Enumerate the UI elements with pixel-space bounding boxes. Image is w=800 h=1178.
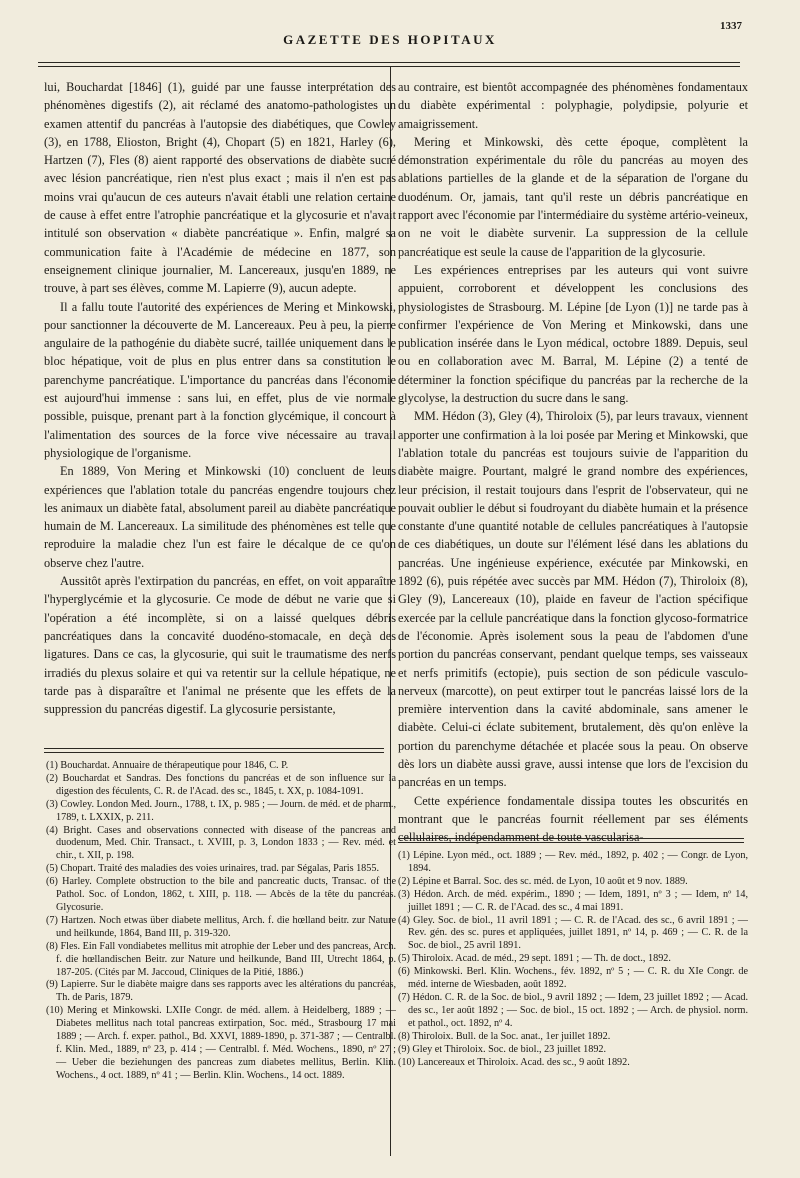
- body-paragraph: au contraire, est bientôt accompagnée des phénomènes fondamentaux du diabète expérimental : polyphagie, polydipsie, polyurie et amaigrissement.: [398, 80, 748, 131]
- footnote: (3) Hédon. Arch. de méd. expérim., 1890 ; — Idem, 1891, nº 3 ; — Idem, nº 14, juillet 1891 ; — C. R. de l'Acad. des sc., 4 mai 1891.: [398, 888, 748, 913]
- page-header: [40, 18, 740, 58]
- body-paragraph: MM. Hédon (3), Gley (4), Thiroloix (5), par leurs travaux, viennent apporter une confirmation à la loi posée par Mering et Minkowski, que l'ablation totale du pancréas est toujours suivie de l'apparition du diabète maigre. Pourtant, malgré le grand nombre des expériences, leur précision, il restait toujours dans l'esprit de l'observateur, qui ne pouvait oublier le début si foudroyant du diabète humain et la présence constante d'une quantité notable de cellules pancréatiques à l'autopsie de ces diabétiques, un doute sur l'élément lésé dans les ablations du pancréas. Une ingénieuse expérience, exécutée par Minkowski, en 1892 (6), puis répétée avec succès par MM. Hédon (7), Thiroloix (8), Gley (9), Lancereaux (10), plaide en faveur de l'action spécifique exercée par la cellule pancréatique dans la fonction glycoso-formatrice de l'économie. Après isolement sous la peau de l'abdomen d'une portion du pancréas conservant, pendant quelque temps, ses vaisseaux et nerfs primitifs (ectopie), puis section de son pédicule vasculo-nerveux (marcotte), on peut extirper tout le pancréas laissé lors de la première intervention dans la cavité abdominale, sans amener le diabète. Celui-ci éclate subitement, brutalement, dès qu'on enlève la portion du parenchyme détachée et placée sous la peau. On observe dès lors un diabète aussi grave, aussi intense que lors de l'excision du pancréas en un temps.: [398, 409, 748, 790]
- body-paragraph: En 1889, Von Mering et Minkowski (10) concluent de leurs expériences que l'ablation totale du pancréas engendre toujours chez les animaux un diabète fatal, absolument pareil au diabète pancréatique humain de M. Lancereaux. La similitude des phénomènes est telle que reproduire la maladie chez l'un est faire le décalque de ce qu'on observe chez l'autre.: [44, 464, 396, 570]
- body-paragraph: Cette expérience fondamentale dissipa toutes les obscurités en montrant que le pancréas fournit réellement par ses éléments cellulaires, indépendamment de toute vascularisa-: [398, 793, 748, 845]
- body-paragraph: Mering et Minkowski, dès cette époque, complètent la démonstration expérimentale du rôle du pancréas au moyen des ablations partielles de la glande et de la séparation de l'organe du duodénum. Or, jamais, tant qu'il reste un débris pancréatique en rapport avec l'économie par l'intermédiaire du système artério-veineux, on ne voit le diabète survenir. La suppression de la cellule pancréatique est seule la cause de l'apparition de la glycosurie.: [398, 134, 748, 259]
- footnote: (8) Fles. Ein Fall vondiabetes mellitus mit atrophie der Leber und des pancreas, Arch. f. die hœllandischen Beitr. zur Nature und heilkunde, Band III, Utrecht 1864, p. 187-205. (Cités par M. Jaccoud, Cliniques de la Pitié, 1886.): [46, 940, 396, 978]
- footnote-separator-thin: [44, 752, 384, 753]
- right-column: [398, 78, 748, 846]
- footnote: (5) Chopart. Traité des maladies des voies urinaires, trad. par Ségalas, Paris 1855.: [46, 863, 380, 875]
- body-paragraph: Il a fallu toute l'autorité des expériences de Mering et Minkowski, pour sanctionner la découverte de M. Lancereaux. Peu à peu, la pierre angulaire de la pathogénie du diabète sucré, taillée uniquement dans le bloc hépatique, voit de plus en plus entrer dans sa constitution le parenchyme pancréatique. L'importance du pancréas dans l'économie est aujourd'hui immense : sans lui, en effet, plus de vie normale possible, puisque, prenant part à la fonction glycémique, il concourt à l'alimentation des sources de la force vive nécessaire au travail physiologique de l'organisme.: [44, 299, 396, 460]
- body-paragraph: lui, Bouchardat [1846] (1), guidé par une fausse interprétation des phénomènes digestifs (2), ait réclamé des anatomo-pathologistes un examen attentif du pancréas à l'autopsie des diabétiques, que Cowley (3), en 1788, Elioston, Bright (4), Chopart (5) en 1821, Harley (6), Hartzen (7), Fles (8) aient rapporté des observations de diabète sucré avec lésion pancréatique, rien n'est plus exact ; mais il n'en est pas moins vrai qu'aucun de ces auteurs n'avait établi une relation certaine de cause à effet entre l'atrophie pancréatique et la glycosurie et n'avait intitulé son observation « diabète pancréatique ». Enfin, malgré sa communication faite à l'Académie de médecine en 1877, son enseignement clinique journalier, M. Lancereaux, jusqu'en 1889, ne trouve, à part ses élèves, comme M. Lapierre (9), aucun adepte.: [44, 80, 396, 296]
- footnote: (3) Cowley. London Med. Journ., 1788, t. IX, p. 985 ; — Journ. de méd. et de pharm., 1789, t. LXXIX, p. 211.: [46, 798, 396, 823]
- footnote: (9) Lapierre. Sur le diabète maigre dans ses rapports avec les altérations du pancréas, Th. de Paris, 1879.: [46, 979, 396, 1004]
- header-rule: [38, 62, 740, 63]
- footnote: (6) Minkowski. Berl. Klin. Wochens., fév. 1892, nº 5 ; — C. R. du XIe Congr. de méd. interne de Wiesbaden, août 1892.: [398, 966, 748, 991]
- footnote-separator-thin: [398, 842, 744, 843]
- page-number: 1337: [720, 20, 742, 32]
- right-footnotes: [398, 850, 748, 1069]
- footnote-separator: [44, 748, 384, 749]
- footnote: (1) Lépine. Lyon méd., oct. 1889 ; — Rev. méd., 1892, p. 402 ; — Congr. de Lyon, 1894.: [398, 850, 748, 874]
- footnote-separator: [398, 838, 744, 839]
- footnote: (5) Thiroloix. Acad. de méd., 29 sept. 1891 ; — Th. de doct., 1892.: [398, 953, 671, 965]
- journal-title: GAZETTE DES HOPITAUX: [283, 32, 497, 47]
- footnote: (10) Lancereaux et Thiroloix. Acad. des sc., 9 août 1892.: [398, 1056, 630, 1068]
- footnote: (1) Bouchardat. Annuaire de thérapeutique pour 1846, C. P.: [46, 760, 289, 771]
- footnote: (4) Bright. Cases and observations connected with disease of the pancreas and duodenum, Med. Chir. Transact., t. XVIII, p. 3, London 1833 ; — Rev. méd. et chir., t. XII, p. 198.: [46, 824, 396, 862]
- footnote: (7) Hédon. C. R. de la Soc. de biol., 9 avril 1892 ; — Idem, 23 juillet 1892 ; — Acad. des sc., 1er août 1892 ; — Soc. de biol., 15 oct. 1892 ; — Arch. de physiol. norm. et pathol., oct. 1892, nº 4.: [398, 991, 748, 1029]
- footnote: (9) Gley et Thiroloix. Soc. de biol., 23 juillet 1892.: [398, 1043, 607, 1055]
- left-footnotes: [46, 760, 396, 1083]
- body-paragraph: Aussitôt après l'extirpation du pancréas, en effet, on voit apparaître l'hyperglycémie et la glycosurie. Ce mode de début ne varie que si l'opération a été incomplète, si on a laissé quelques débris pancréatiques dans la concavité duodéno-stomacale, en deçà des ligatures. Dans ce cas, la glycosurie, qui suit le traumatisme des nerfs irradiés du plexus solaire et qui va retentir sur la cellule hépatique, ne tarde pas à disparaître et l'animal ne présente que les effets de la suppression du pancréas digestif. La glycosurie persistante,: [44, 574, 396, 717]
- footnote: (4) Gley. Soc. de biol., 11 avril 1891 ; — C. R. de l'Acad. des sc., 6 avril 1891 ; — Rev. gén. des sc. pures et appliquées, juillet 1891, nº 14, p. 469 ; — C. R. de la Soc. de biol., 25 avril 1891.: [398, 914, 748, 952]
- footnote: (2) Bouchardat et Sandras. Des fonctions du pancréas et de son influence sur la digestion des féculents, C. R. de l'Acad. des sc., 1845, t. XX, p. 1084-1091.: [46, 772, 396, 797]
- left-column: [44, 78, 396, 718]
- footnote: (2) Lépine et Barral. Soc. des sc. méd. de Lyon, 10 août et 9 nov. 1889.: [398, 875, 688, 887]
- body-paragraph: Les expériences entreprises par les auteurs qui vont suivre appuient, corroborent et développent les conclusions des physiologistes de Strasbourg. M. Lépine [de Lyon (1)] ne tarde pas à confirmer l'expérience de Von Mering et Minkowski, dans une publication insérée dans le Lyon médical, octobre 1889. Depuis, seul ou en collaboration avec M. Barral, M. Lépine (2) a tenté de déterminer la fonction spécifique du pancréas par la recherche de la glycolyse, la destruction du sucre dans le sang.: [398, 262, 748, 406]
- footnote: (6) Harley. Complete obstruction to the bile and pancreatic ducts, Transac. of the Pathol. Soc. of London, 1862, t. XIII, p. 118. — Abcès de la tête du pancréas. Glycosurie.: [46, 876, 396, 913]
- footnote: (8) Thiroloix. Bull. de la Soc. anat., 1er juillet 1892.: [398, 1030, 611, 1042]
- header-rule-thin: [38, 66, 740, 67]
- footnote: (7) Hartzen. Noch etwas über diabete mellitus, Arch. f. die hœlland beitr. zur Nature und heilkunde, 1864, Band III, p. 319-320.: [46, 914, 396, 939]
- footnote: (10) Mering et Minkowski. LXIIe Congr. de méd. allem. à Heidelberg, 1889 ; — Diabetes mellitus nach total pancreas extirpation, Soc. méd., Strasbourg 17 mai 1889 ; — Arch. f. exper. pathol., Bd. XXVI, 1889-1890, p. 371-387 ; — Centralbl. f. Klin. Med., 1889, nº 23, p. 414 ; — Centralbl. f. Méd. Wochens., 1890, nº 27 ; — Ueber die beziehungen des pancreas zum diabetes mellitus, Berlin. Klin. Wochens., 4 oct. 1889, nº 41 ; — Berlin. Klin. Wochens., 14 oct. 1889.: [46, 1005, 396, 1081]
